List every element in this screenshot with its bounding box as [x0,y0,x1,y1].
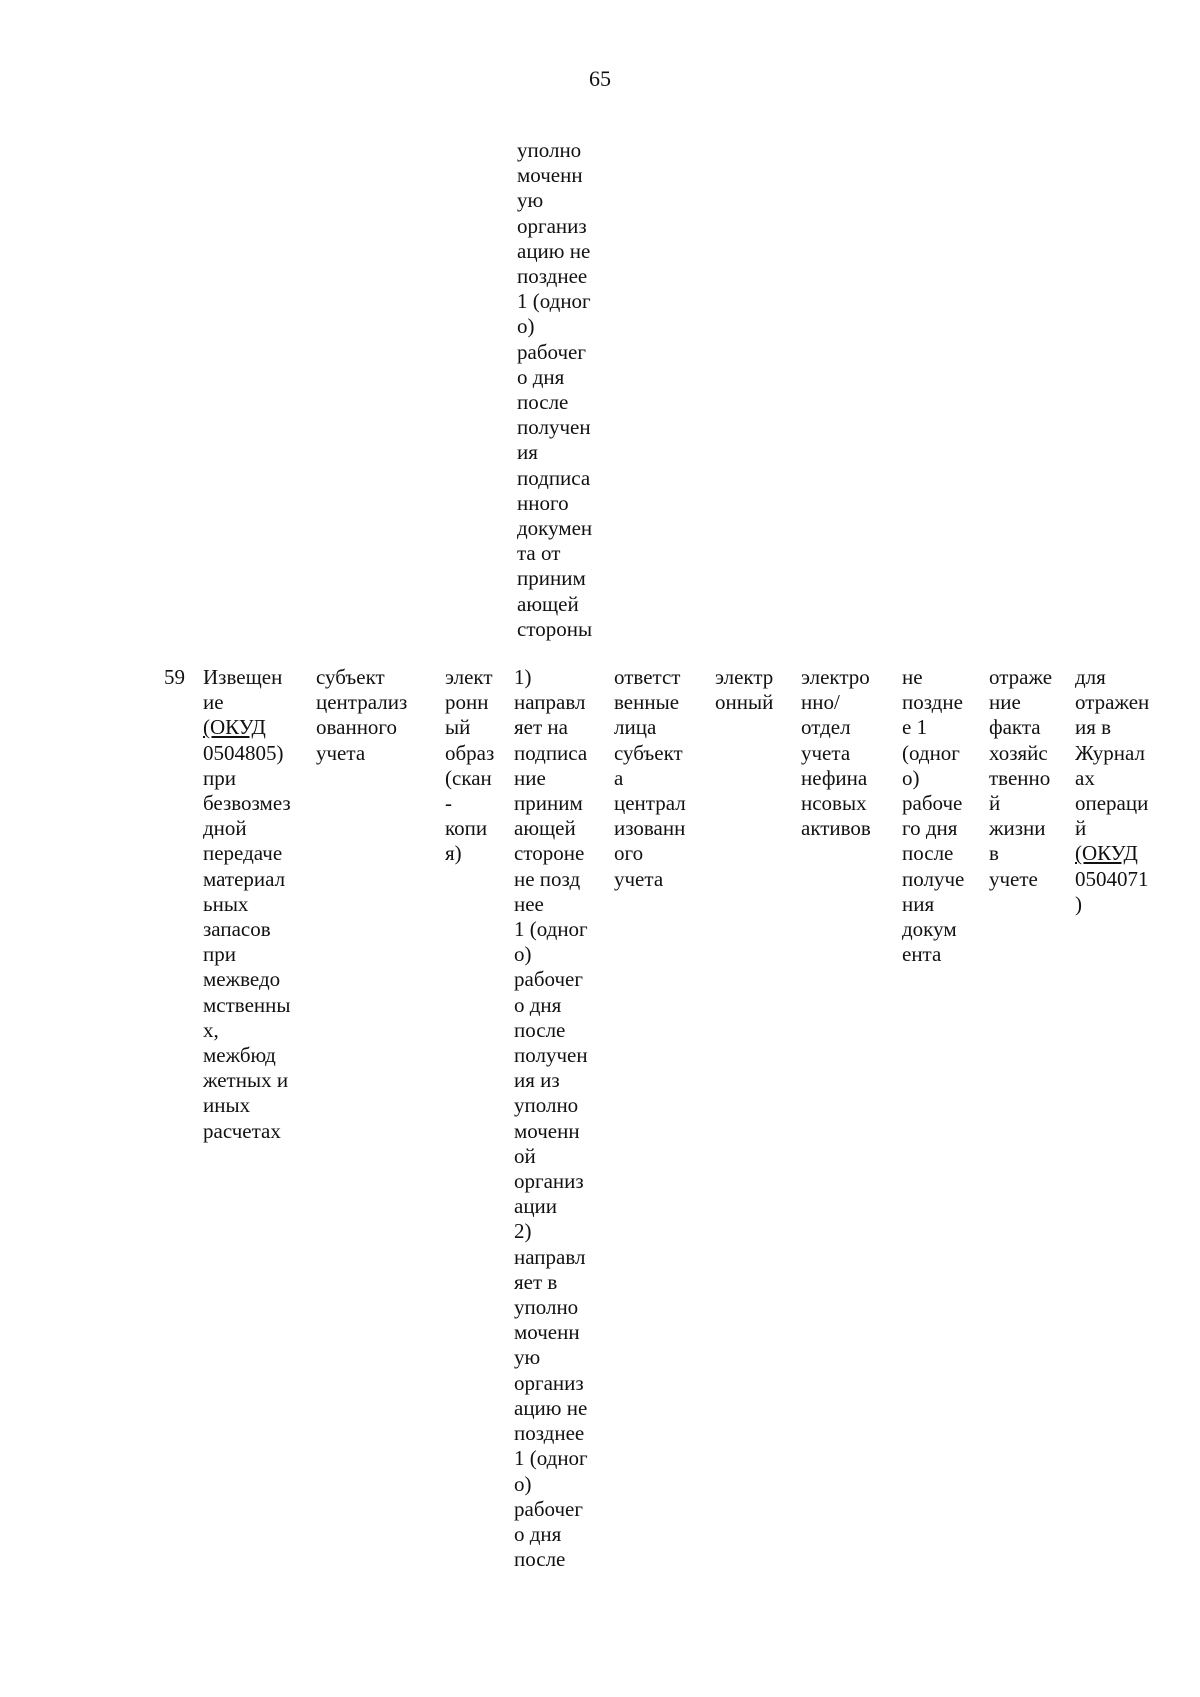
document-name-start: Извещен ие [203,665,283,715]
usage-okud-link[interactable]: (ОКУД [1075,841,1138,866]
document-name-rest: 0504805) при безвозмез дной передаче материал ьных запасов при межведо мственны х, межбюд жетных и иных расчетах [203,740,291,1143]
purpose-cell: отраже ние факта хозяйс твенно й жизни в учете [989,665,1053,891]
department-cell: электро нно/ отдел учета нефина нсовых активов [801,665,871,841]
page-number: 65 [589,66,611,91]
procedure-cell: 1) направл яет на подписа ние приним ающей стороне не позд нее 1 (одног о) рабочег о дня после получен ия из уполно моченн ой организ ации 2) направл яет в уполно моченн ую организ ацию не позднее 1 (одног о) рабочег о дня после [514,665,588,1572]
term-cell: не поздне е 1 (одног о) рабоче го дня после получе ния докум ента [902,665,965,967]
usage-text: для отражен ия в Журнал ах операци й [1075,665,1150,841]
usage-code: 0504071 ) [1075,866,1149,916]
document-okud-link[interactable]: (ОКУД [203,715,266,740]
responsible-cell: ответст венные лица субъект а централ изованн ого учета [614,665,686,891]
document-form-cell: элект ронн ый образ (скан - копи я) [445,665,495,866]
format-cell: электр онный [715,665,774,715]
row-number: 59 [164,665,185,689]
subject-cell: субъект централиз ованного учета [316,665,408,765]
document-name-cell [203,665,291,1144]
continuation-cell-procedure: уполно моченн ую организ ацию не позднее 1 (одног о) рабочег о дня после получен ия подписа нного докумен та от приним ающей стороны [517,138,593,641]
usage-cell [1075,665,1149,917]
